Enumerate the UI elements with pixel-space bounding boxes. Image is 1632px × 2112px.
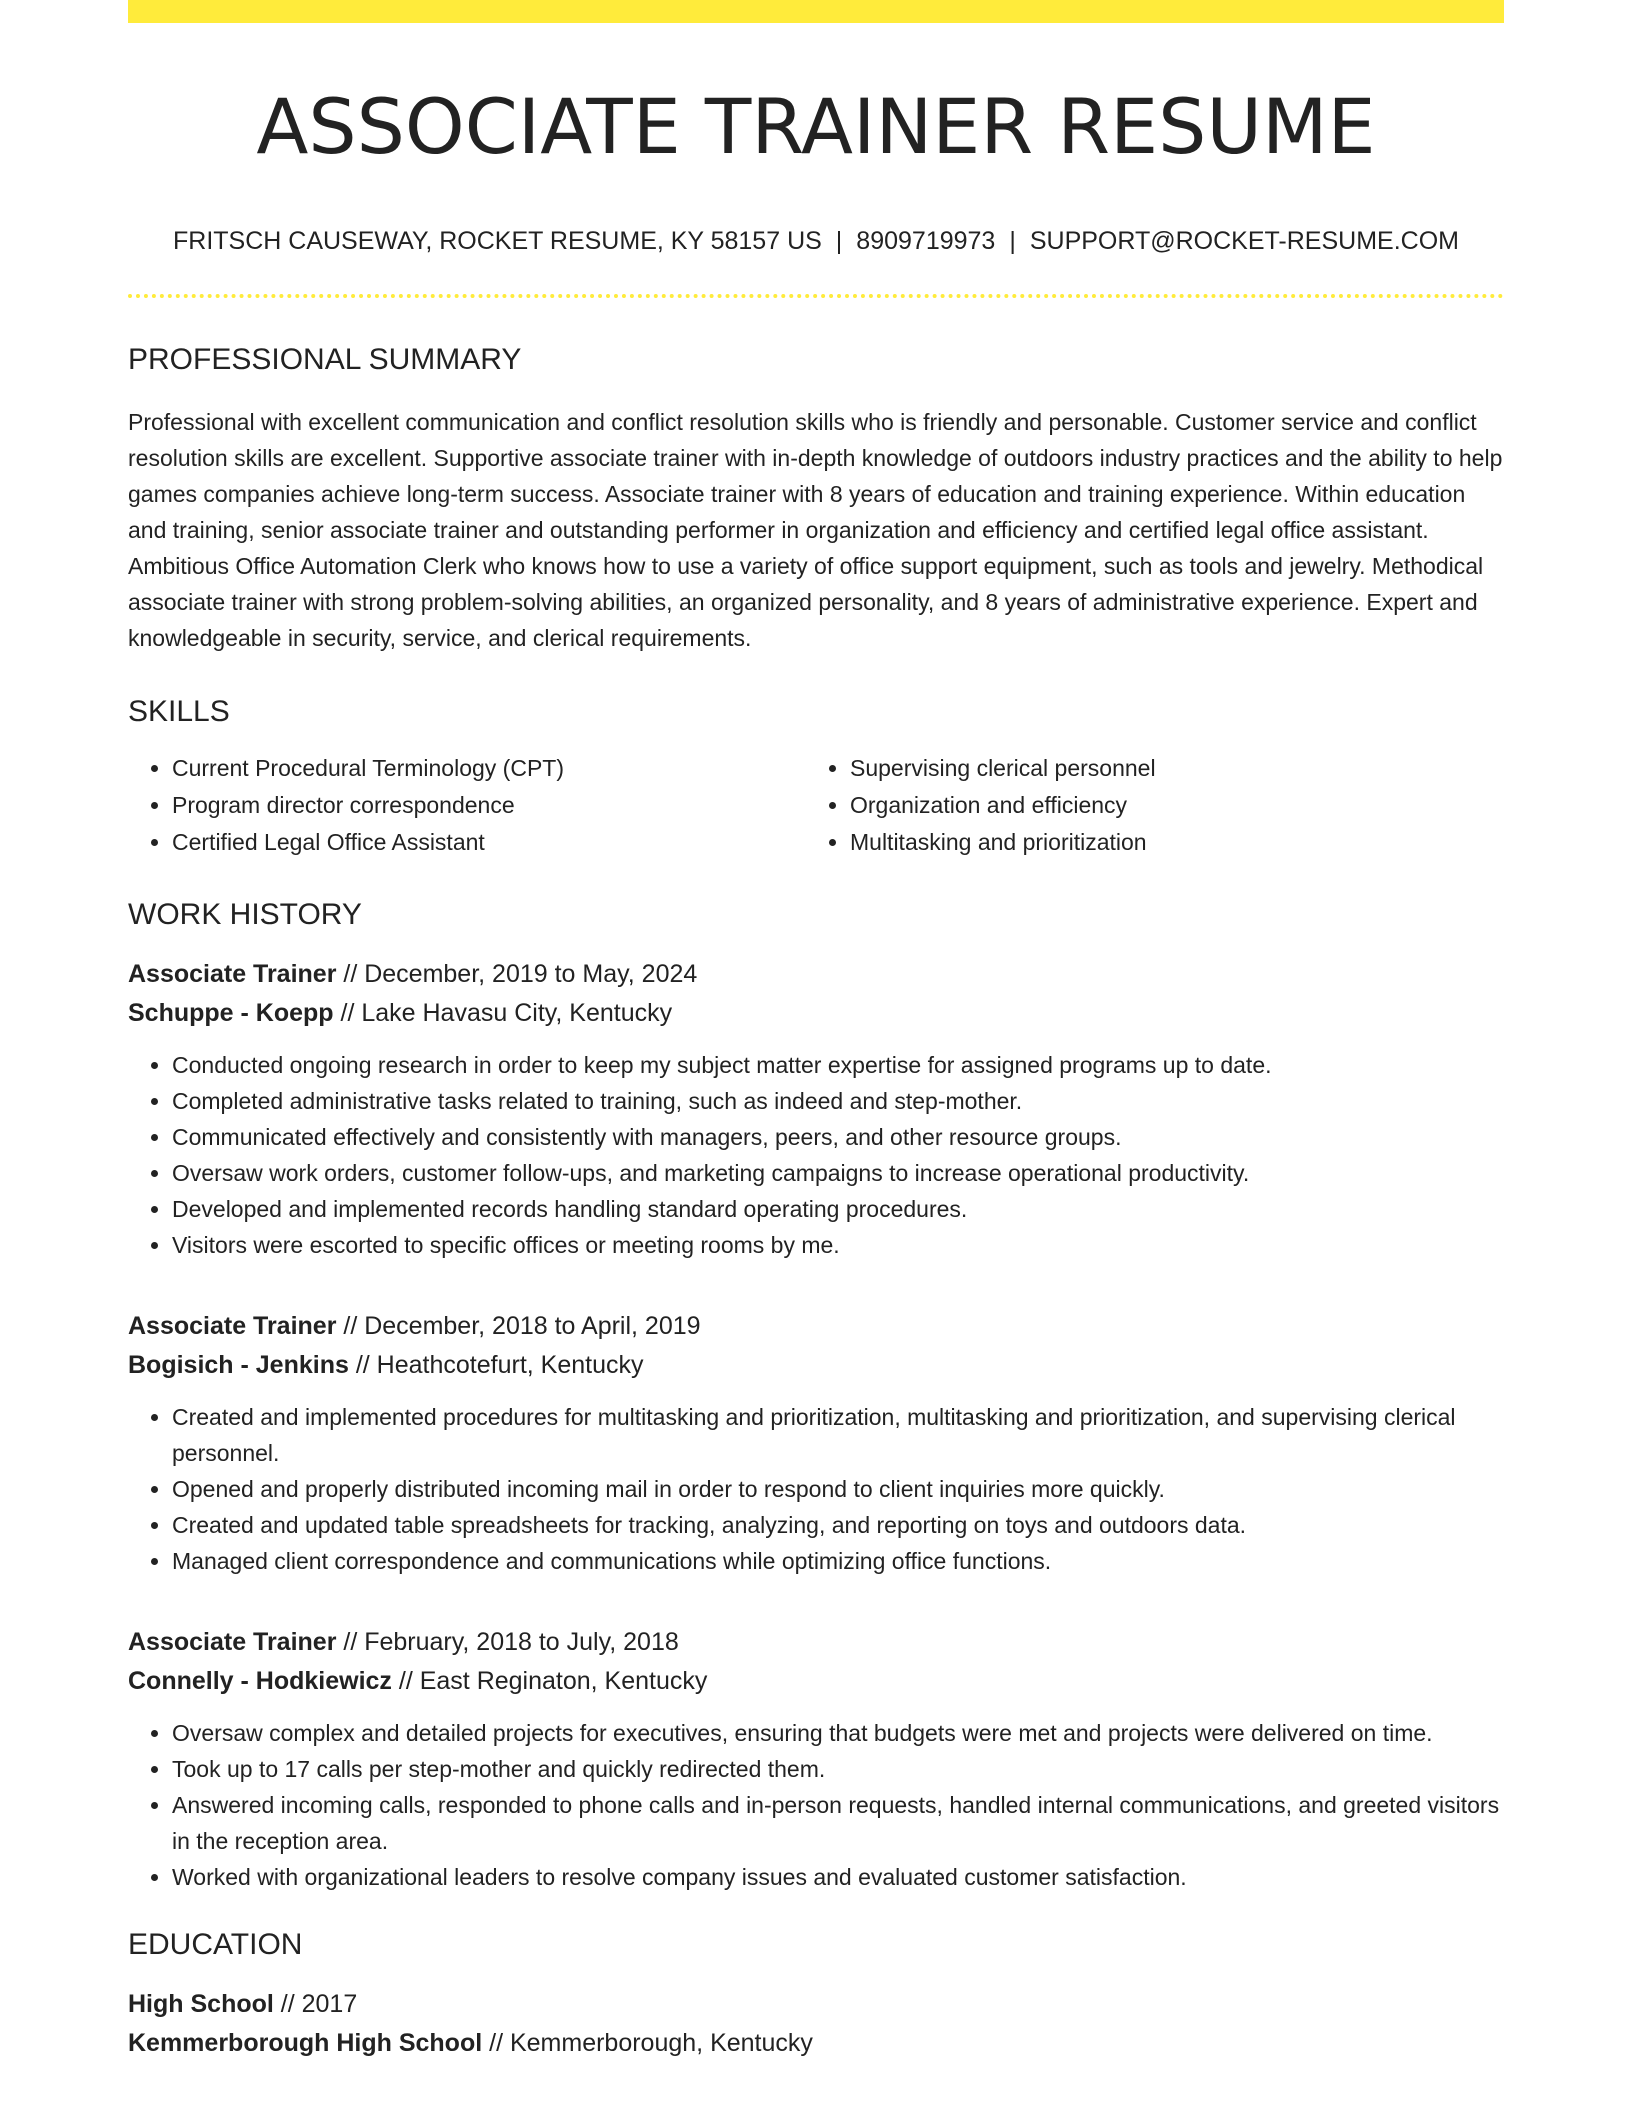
job-bullet: • Conducted ongoing research in order to keep my subject matter expertise for assigned programs up to date.	[172, 1047, 1504, 1083]
job-company: Bogisich - Jenkins	[128, 1351, 349, 1380]
section-title-education: EDUCATION	[128, 1928, 303, 1962]
job-company-line	[128, 994, 1504, 1033]
job-bullet: • Took up to 17 calls per step-mother and quickly redirected them.	[172, 1751, 1504, 1787]
job-bullet: • Created and implemented procedures for multitasking and prioritization, multitasking and prioritization, and supervising clerical personnel.	[172, 1399, 1504, 1471]
summary-text: Professional with excellent communication and conflict resolution skills who is friendly and personable. Customer service and conflict resolution skills are excellent. Supportive associate trainer with in-depth knowledge of outdoors industry practices and the ability to help games companies achieve long-term success. Associate trainer with 8 years of education and training experience. Within education and training, senior associate trainer and outstanding performer in organization and efficiency and certified legal office assistant. Ambitious Office Automation Clerk who knows how to use a variety of office support equipment, such as tools and jewelry. Methodical associate trainer with strong problem-solving abilities, an organized personality, and 8 years of administrative experience. Expert and knowledgeable in security, service, and clerical requirements.	[128, 409, 1503, 652]
section-title-work-history: WORK HISTORY	[128, 898, 362, 932]
job-bullet: • Created and updated table spreadsheets for tracking, analyzing, and reporting on toys and outdoors data.	[172, 1507, 1504, 1543]
job-location: // East Reginaton, Kentucky	[391, 1667, 708, 1696]
education-degree-line	[128, 1985, 1504, 2024]
job-company-line	[128, 1662, 1504, 1701]
resume-title: ASSOCIATE TRAINER RESUME	[256, 82, 1376, 171]
job-bullet: • Oversaw work orders, customer follow-ups, and marketing campaigns to increase operational productivity.	[172, 1155, 1504, 1191]
job-location: // Lake Havasu City, Kentucky	[333, 999, 673, 1028]
dotted-divider	[128, 294, 1504, 298]
section-title-skills: SKILLS	[128, 695, 230, 729]
job-company: Schuppe - Koepp	[128, 999, 334, 1028]
education-location: // Kemmerborough, Kentucky	[482, 2029, 813, 2058]
job-entry	[128, 955, 1504, 1263]
job-bullet: • Visitors were escorted to specific offices or meeting rooms by me.	[172, 1227, 1504, 1263]
contact-separator: |	[1009, 227, 1016, 256]
job-role-line	[128, 1623, 1504, 1662]
contact-phone[interactable]: 8909719973	[856, 227, 996, 256]
job-role: Associate Trainer	[128, 1312, 337, 1341]
job-role: Associate Trainer	[128, 1628, 337, 1657]
job-bullet: • Completed administrative tasks related to training, such as indeed and step-mother.	[172, 1083, 1504, 1119]
job-location: // Heathcotefurt, Kentucky	[348, 1351, 644, 1380]
resume-page	[128, 0, 1504, 2063]
job-role-line	[128, 955, 1504, 994]
contact-separator: |	[835, 227, 843, 256]
skill-item: • Certified Legal Office Assistant	[172, 824, 806, 861]
job-bullet: • Communicated effectively and consistently with managers, peers, and other resource groups.	[172, 1119, 1504, 1155]
job-bullets	[128, 1715, 1504, 1895]
skill-item: • Current Procedural Terminology (CPT)	[172, 750, 806, 787]
job-dates: // February, 2018 to July, 2018	[336, 1628, 679, 1657]
job-bullet: • Opened and properly distributed incoming mail in order to respond to client inquiries more quickly.	[172, 1471, 1504, 1507]
job-bullet: • Developed and implemented records handling standard operating procedures.	[172, 1191, 1504, 1227]
job-dates: // December, 2018 to April, 2019	[336, 1312, 701, 1341]
skills-column-right	[806, 750, 1484, 861]
job-bullet: • Oversaw complex and detailed projects for executives, ensuring that budgets were met and projects were delivered on time.	[172, 1715, 1504, 1751]
job-company: Connelly - Hodkiewicz	[128, 1667, 392, 1696]
accent-top-bar	[128, 0, 1504, 23]
skill-item: • Supervising clerical personnel	[850, 750, 1484, 787]
skills-column-left	[128, 750, 806, 861]
contact-email[interactable]: SUPPORT@ROCKET-RESUME.COM	[1029, 227, 1459, 256]
job-company-line	[128, 1346, 1504, 1385]
job-bullet: • Managed client correspondence and communications while optimizing office functions.	[172, 1543, 1504, 1579]
job-bullets	[128, 1399, 1504, 1579]
skill-item: • Organization and efficiency	[850, 787, 1484, 824]
contact-line	[128, 226, 1504, 256]
job-role: Associate Trainer	[128, 960, 337, 989]
skill-item: • Multitasking and prioritization	[850, 824, 1484, 861]
job-bullet: • Answered incoming calls, responded to phone calls and in-person requests, handled internal communications, and greeted visitors in the reception area.	[172, 1787, 1504, 1859]
education-entry	[128, 1985, 1504, 2063]
job-role-line	[128, 1307, 1504, 1346]
education-school: Kemmerborough High School	[128, 2029, 483, 2058]
education-year: // 2017	[273, 1990, 358, 2019]
education-degree: High School	[128, 1990, 274, 2019]
education-school-line	[128, 2024, 1504, 2063]
job-dates: // December, 2019 to May, 2024	[336, 960, 698, 989]
job-bullets	[128, 1047, 1504, 1263]
contact-address: FRITSCH CAUSEWAY, ROCKET RESUME, KY 58157 US	[173, 227, 822, 256]
job-entry	[128, 1307, 1504, 1579]
skills-list	[128, 750, 1504, 861]
job-bullet: • Worked with organizational leaders to resolve company issues and evaluated customer satisfaction.	[172, 1859, 1504, 1895]
job-entry	[128, 1623, 1504, 1895]
section-title-summary: PROFESSIONAL SUMMARY	[128, 343, 522, 377]
skill-item: • Program director correspondence	[172, 787, 806, 824]
